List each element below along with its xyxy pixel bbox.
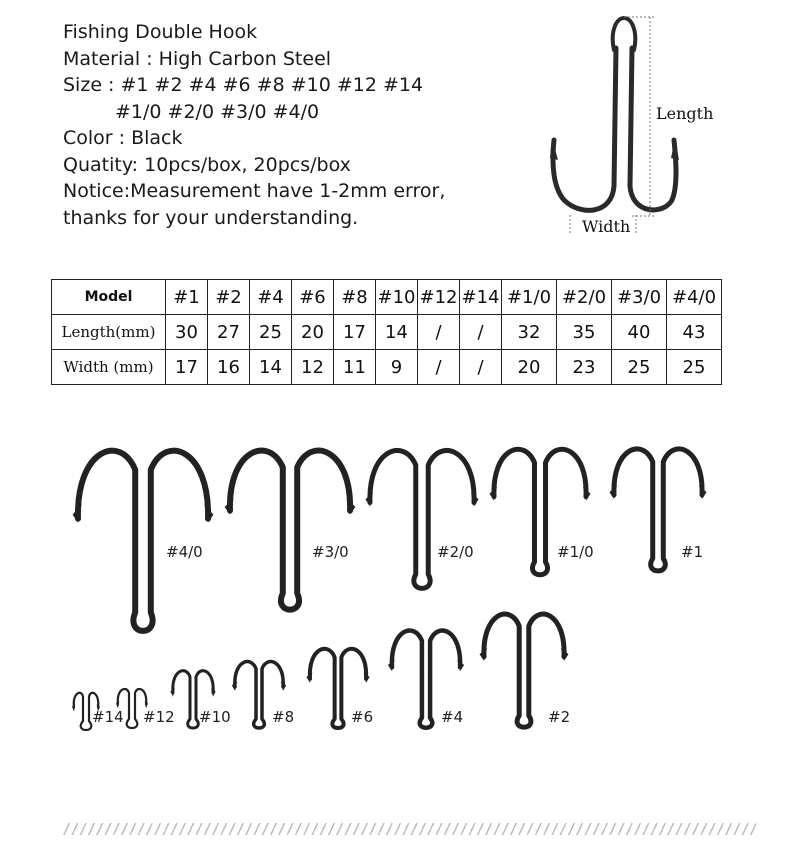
- model-cell: #8: [334, 280, 376, 315]
- dimension-diagram: [540, 10, 780, 240]
- width-cell: /: [418, 350, 460, 385]
- hook-label: #6: [351, 708, 374, 726]
- notice-line-continued: thanks for your understanding.: [63, 206, 359, 229]
- model-cell: #1/0: [502, 280, 557, 315]
- hook-label: #8: [272, 708, 295, 726]
- double-hook-diagram-icon: [540, 10, 780, 240]
- material-line: Material : High Carbon Steel: [63, 47, 332, 70]
- length-cell: 17: [334, 315, 376, 350]
- model-cell: #3/0: [612, 280, 667, 315]
- model-cell: #6: [292, 280, 334, 315]
- width-cell: 16: [208, 350, 250, 385]
- model-cell: #12: [418, 280, 460, 315]
- width-cell: 20: [502, 350, 557, 385]
- model-cell: #1: [166, 280, 208, 315]
- length-cell: 14: [376, 315, 418, 350]
- width-cell: 14: [250, 350, 292, 385]
- hook-label: #14: [92, 708, 124, 726]
- width-cell: 17: [166, 350, 208, 385]
- width-cell: 23: [557, 350, 612, 385]
- hook-label: #2: [548, 708, 571, 726]
- width-cell: /: [460, 350, 502, 385]
- model-cell: #4/0: [667, 280, 722, 315]
- hook-label: #4: [441, 708, 464, 726]
- double-hook-icon: [366, 451, 479, 589]
- width-cell: 12: [292, 350, 334, 385]
- row-header-model: Model: [52, 280, 166, 315]
- hook-label: #10: [199, 708, 231, 726]
- hook-illustrations: [0, 415, 800, 755]
- width-cell: 11: [334, 350, 376, 385]
- product-title: Fishing Double Hook: [63, 21, 258, 43]
- table-row: [52, 280, 722, 315]
- hook-label: #3/0: [312, 543, 349, 561]
- width-cell: 25: [612, 350, 667, 385]
- length-cell: 20: [292, 315, 334, 350]
- table-row: [52, 315, 722, 350]
- row-header-length: Length(mm): [52, 315, 166, 350]
- model-cell: #14: [460, 280, 502, 315]
- hook-size-lineup: [0, 415, 800, 755]
- width-cell: 9: [376, 350, 418, 385]
- length-cell: 30: [166, 315, 208, 350]
- size-table: [51, 279, 722, 385]
- length-cell: 32: [502, 315, 557, 350]
- length-cell: 43: [667, 315, 722, 350]
- model-cell: #2/0: [557, 280, 612, 315]
- spec-block: [63, 19, 533, 231]
- model-cell: #2: [208, 280, 250, 315]
- length-cell: 25: [250, 315, 292, 350]
- length-cell: /: [418, 315, 460, 350]
- length-cell: 27: [208, 315, 250, 350]
- hook-label: #1: [681, 543, 704, 561]
- table-row: [52, 350, 722, 385]
- double-hook-icon: [225, 451, 356, 610]
- length-cell: /: [460, 315, 502, 350]
- double-hook-icon: [73, 451, 214, 631]
- length-cell: 35: [557, 315, 612, 350]
- hook-label: #2/0: [437, 543, 474, 561]
- length-cell: 40: [612, 315, 667, 350]
- hook-label: #4/0: [166, 543, 203, 561]
- length-label: Length: [656, 104, 714, 123]
- color-line: Color : Black: [63, 127, 183, 149]
- decorative-divider: [62, 823, 756, 835]
- row-header-width: Width (mm): [52, 350, 166, 385]
- size-line: Size : #1 #2 #4 #6 #8 #10 #12 #14: [63, 74, 424, 96]
- notice-line: Notice:Measurement have 1-2mm error,: [63, 180, 446, 202]
- model-cell: #4: [250, 280, 292, 315]
- hook-label: #1/0: [557, 543, 594, 561]
- size-line-continued: #1/0 #2/0 #3/0 #4/0: [115, 100, 320, 123]
- model-cell: #10: [376, 280, 418, 315]
- hook-label: #12: [143, 708, 175, 726]
- quantity-line: Quatity: 10pcs/box, 20pcs/box: [63, 153, 351, 176]
- width-label: Width: [582, 217, 631, 236]
- width-cell: 25: [667, 350, 722, 385]
